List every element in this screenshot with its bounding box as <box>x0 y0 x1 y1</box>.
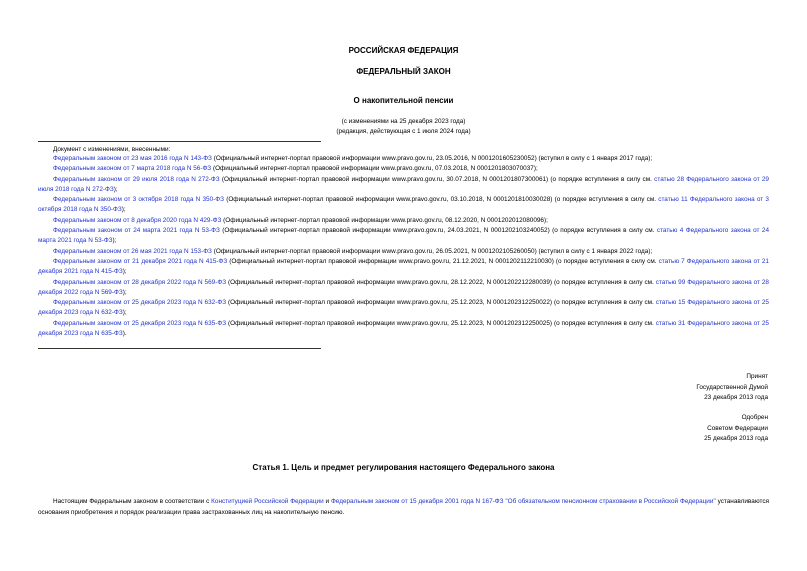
amendment-item <box>38 257 769 278</box>
amendment-details: (Официальный интернет-портал правовой информации www.pravo.gov.ru, 30.07.2018, N 0001201807300061) (о порядке вступления в силу см. <box>219 175 655 183</box>
amendment-article-link[interactable]: статью 11 Федерального закона от 3 октября 2018 года N 350-ФЗ <box>38 196 769 214</box>
amendment-closing: ); <box>122 288 127 296</box>
amendment-details: (Официальный интернет-портал правовой информации www.pravo.gov.ru, 24.03.2021, N 0001202103240052) (о порядке вступления в силу см. <box>219 227 657 235</box>
amendment-law-link[interactable]: Федеральным законом от 26 мая 2021 года N 153-ФЗ <box>53 247 212 255</box>
amendment-details: (Официальный интернет-портал правовой информации www.pravo.gov.ru, 21.12.2021, N 0001202112210030) (о порядке вступления в силу см. <box>227 257 659 265</box>
amendment-law-link[interactable]: Федеральным законом от 3 октября 2018 года N 350-ФЗ <box>53 196 224 204</box>
amendment-item <box>38 226 769 247</box>
changes-note: (с изменениями на 25 декабря 2023 года) <box>341 118 466 125</box>
paragraph-text: и <box>323 498 331 506</box>
amendment-law-link[interactable]: Федеральным законом от 23 мая 2016 года N 143-ФЗ <box>53 155 212 162</box>
amendment-law-link[interactable]: Федеральным законом от 7 марта 2018 года N 56-ФЗ <box>53 165 212 173</box>
council-date: 25 декабря 2013 года <box>704 435 768 442</box>
country-heading: РОССИЙСКАЯ ФЕДЕРАЦИЯ <box>348 46 459 55</box>
amendment-details: (Официальный интернет-портал правовой информации www.pravo.gov.ru, 23.05.2016, N 0001201605230052) (вступил в силу с 1 января 2017 года); <box>211 155 653 162</box>
top-divider <box>38 141 321 142</box>
amendment-law-link[interactable]: Федеральным законом от 8 декабря 2020 года N 429-ФЗ <box>53 216 222 224</box>
amendment-closing: ); <box>113 185 118 193</box>
amendment-item <box>38 195 769 216</box>
article-paragraph <box>38 497 769 518</box>
duma-adoption <box>600 372 768 404</box>
amendment-article-link[interactable]: статью 4 Федерального закона от 24 марта 2021 года N 53-ФЗ <box>38 227 769 245</box>
amendment-article-link[interactable]: статью 99 Федерального закона от 28 декабря 2022 года N 569-ФЗ <box>38 278 769 296</box>
paragraph-text: устанавливаются основания приобретения и порядок реализации права застрахованных лиц на накопительную пенсию. <box>38 498 769 516</box>
amendment-closing: ); <box>112 237 117 245</box>
paragraph-text: Настоящим Федеральным законом в соответствии с <box>53 498 212 506</box>
duma-name: Государственной Думой <box>696 383 768 391</box>
amendment-details: (Официальный интернет-портал правовой информации www.pravo.gov.ru, 03.10.2018, N 0001201810030028) (о порядке вступления в силу см. <box>223 196 659 204</box>
amendment-closing: ). <box>122 330 127 338</box>
article-title: Статья 1. Цель и предмет регулирования настоящего Федерального закона <box>252 463 555 472</box>
amendment-law-link[interactable]: Федеральным законом от 29 июля 2018 года N 272-ФЗ <box>53 175 220 183</box>
amendment-law-link[interactable]: Федеральным законом от 25 декабря 2023 года N 632-ФЗ <box>53 299 227 307</box>
amendment-article-link[interactable]: статью 15 Федерального закона от 25 декабря 2023 года N 632-ФЗ <box>38 299 769 317</box>
doc-type-heading: ФЕДЕРАЛЬНЫЙ ЗАКОН <box>356 67 451 76</box>
amendment-details: (Официальный интернет-портал правовой информации www.pravo.gov.ru, 08.12.2020, N 0001202012080096); <box>221 216 548 224</box>
amendment-law-link[interactable]: Федеральным законом от 28 декабря 2022 года N 569-ФЗ <box>53 278 227 286</box>
amendment-item <box>38 319 769 340</box>
council-name: Советом Федерации <box>707 424 768 432</box>
amendment-law-link[interactable]: Федеральным законом от 21 декабря 2021 года N 415-ФЗ <box>53 257 228 265</box>
constitution-link[interactable]: Конституцией Российской Федерации <box>211 498 324 506</box>
amendment-item <box>38 175 769 196</box>
amendment-details: (Официальный интернет-портал правовой информации www.pravo.gov.ru, 25.12.2023, N 0001202312250025) (о порядке вступления в силу см. <box>226 319 656 327</box>
amendment-closing: ); <box>122 268 127 276</box>
amendment-law-link[interactable]: Федеральным законом от 24 марта 2021 года N 53-ФЗ <box>53 227 220 235</box>
council-approved-label: Одобрен <box>741 414 768 421</box>
amendment-law-link[interactable]: Федеральным законом от 25 декабря 2023 года N 635-ФЗ <box>53 319 227 327</box>
amendment-article-link[interactable]: статью 31 Федерального закона от 25 декабря 2023 года N 635-ФЗ <box>38 319 769 338</box>
amendments-list <box>38 154 769 339</box>
amendment-item <box>38 164 769 174</box>
amendment-details: (Официальный интернет-портал правовой информации www.pravo.gov.ru, 25.12.2023, N 0001202312250022) (о порядке вступления в силу см. <box>226 299 656 307</box>
amendment-article-link[interactable]: статью 7 Федерального закона от 21 декабря 2021 года N 415-ФЗ <box>38 257 769 276</box>
amendment-details: (Официальный интернет-портал правовой информации www.pravo.gov.ru, 28.12.2022, N 0001202212280039) (о порядке вступления в силу см. <box>226 278 656 286</box>
amendment-item <box>38 247 769 257</box>
amendment-closing: ); <box>121 206 126 214</box>
amendments-intro: Документ с изменениями, внесенными: <box>53 146 171 153</box>
council-approval <box>600 413 768 445</box>
bottom-divider <box>38 348 321 349</box>
duma-date: 23 декабря 2013 года <box>704 394 768 401</box>
edition-note: (редакция, действующая с 1 июля 2024 года) <box>336 128 471 135</box>
duma-adopted-label: Принят <box>746 373 768 380</box>
amendment-details: (Официальный интернет-портал правовой информации www.pravo.gov.ru, 26.05.2021, N 0001202105260050) (вступил в силу с 1 января 2022 года); <box>211 247 653 255</box>
amendment-closing: ); <box>122 309 127 317</box>
amendment-details: (Официальный интернет-портал правовой информации www.pravo.gov.ru, 07.03.2018, N 0001201803070037); <box>211 165 538 173</box>
amendment-item <box>38 298 769 319</box>
law-167-link[interactable]: Федеральным законом от 15 декабря 2001 года N 167-ФЗ "Об обязательном пенсионном страховании в Российской Федерации" <box>330 498 716 506</box>
law-title: О накопительной пенсии <box>353 96 454 105</box>
amendment-item <box>38 216 769 226</box>
amendment-item <box>38 278 769 299</box>
amendment-item <box>38 154 769 164</box>
amendment-article-link[interactable]: статью 28 Федерального закона от 29 июля 2018 года N 272-ФЗ <box>38 175 769 193</box>
